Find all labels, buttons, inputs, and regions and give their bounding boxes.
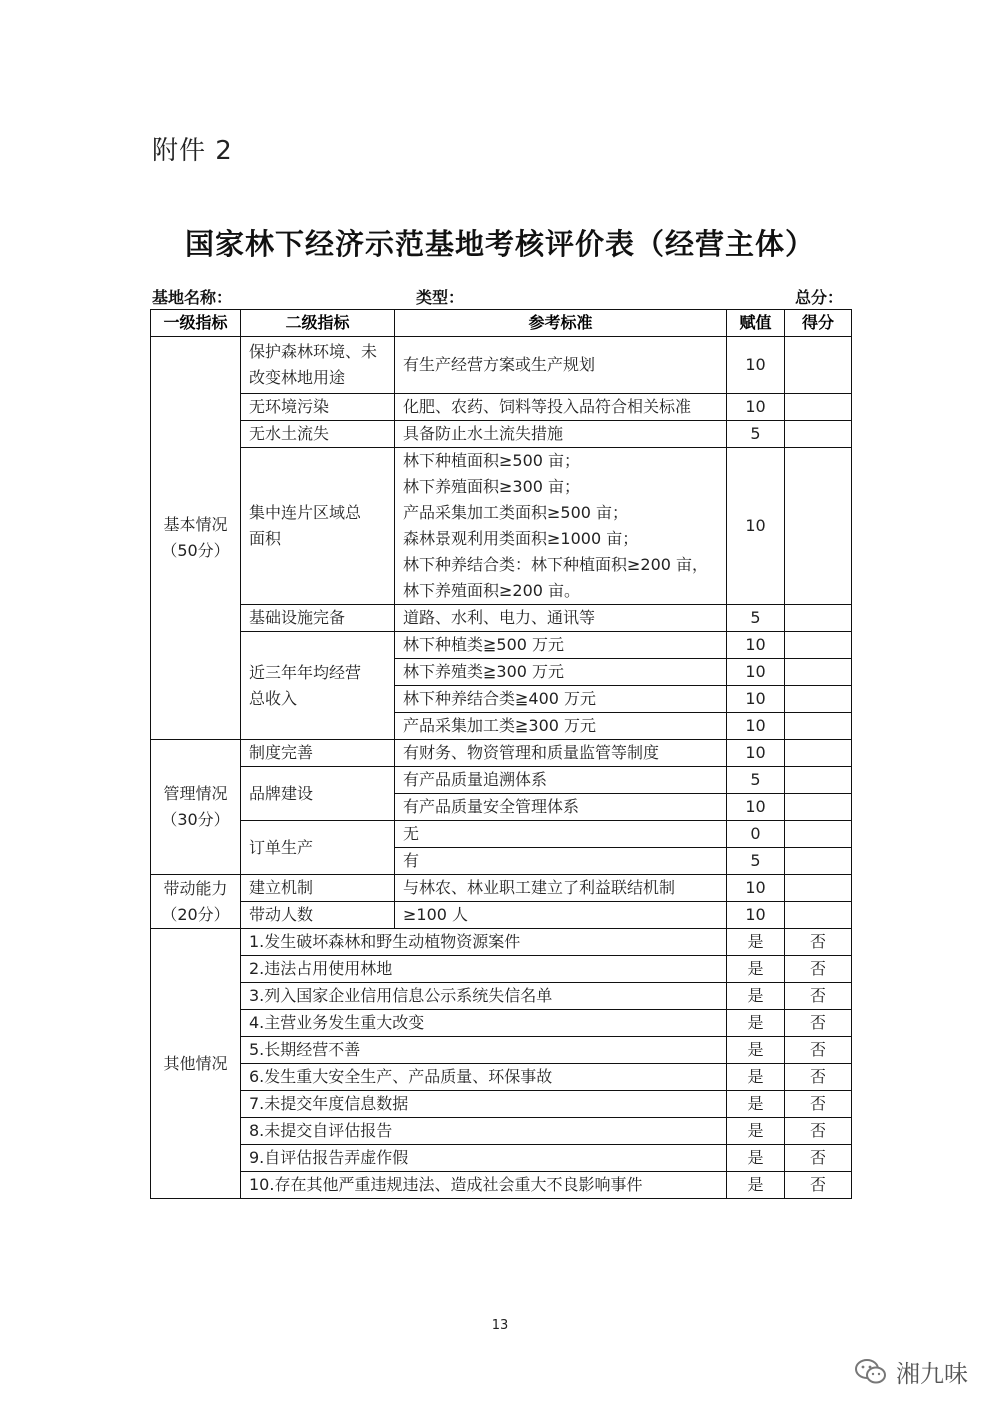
other-item: 5.长期经营不善 (241, 1037, 727, 1064)
score-cell (785, 821, 852, 848)
yes-option[interactable]: 是 (727, 1118, 785, 1145)
no-option[interactable]: 否 (785, 956, 852, 983)
table-row (151, 1010, 852, 1037)
table-row (151, 929, 852, 956)
score-cell (785, 632, 852, 659)
standard-cell: 林下种养结合类≧400 万元 (395, 686, 727, 713)
yes-option[interactable]: 是 (727, 1010, 785, 1037)
level1-drive-name: 带动能力 (163, 878, 228, 898)
value-cell: 10 (727, 337, 785, 394)
page-number: 13 (491, 1318, 509, 1333)
standard-cell: 具备防止水土流失措施 (395, 421, 727, 448)
yes-option[interactable]: 是 (727, 1064, 785, 1091)
base-name-label: 基地名称： (152, 288, 233, 307)
table-row (151, 1091, 852, 1118)
no-option[interactable]: 否 (785, 1010, 852, 1037)
value-cell: 5 (727, 605, 785, 632)
score-cell (785, 659, 852, 686)
standard-line: 林下养殖面积≥300 亩； (403, 477, 581, 496)
score-cell (785, 902, 852, 929)
header-value: 赋值 (727, 310, 785, 337)
other-item: 9.自评估报告弄虚作假 (241, 1145, 727, 1172)
level2-cell: 无环境污染 (241, 394, 395, 421)
no-option[interactable]: 否 (785, 1064, 852, 1091)
standard-cell: 与林农、林业职工建立了利益联结机制 (395, 875, 727, 902)
no-option[interactable]: 否 (785, 929, 852, 956)
evaluation-table (150, 309, 852, 1199)
watermark (854, 1354, 968, 1389)
standard-cell: ≥100 人 (395, 902, 727, 929)
standard-line: 林下种植面积≥500 亩； (403, 451, 581, 470)
level2-cell (241, 632, 395, 740)
level2-text: 近三年年均经营 (249, 662, 362, 682)
value-cell: 10 (727, 794, 785, 821)
other-item: 6.发生重大安全生产、产品质量、环保事故 (241, 1064, 727, 1091)
level2-text: 总收入 (249, 688, 298, 708)
header-level1: 一级指标 (151, 310, 241, 337)
level2-cell: 带动人数 (241, 902, 395, 929)
standard-cell: 林下养殖类≧300 万元 (395, 659, 727, 686)
no-option[interactable]: 否 (785, 1172, 852, 1199)
level2-cell: 基础设施完备 (241, 605, 395, 632)
other-item: 7.未提交年度信息数据 (241, 1091, 727, 1118)
yes-option[interactable]: 是 (727, 929, 785, 956)
level1-drive-points: （20分） (161, 904, 230, 924)
attachment-label: 附件 2 (152, 136, 233, 166)
other-item: 10.存在其他严重违规违法、造成社会重大不良影响事件 (241, 1172, 727, 1199)
score-cell (785, 740, 852, 767)
level1-drive (151, 875, 241, 929)
standard-cell: 有产品质量安全管理体系 (395, 794, 727, 821)
yes-option[interactable]: 是 (727, 1091, 785, 1118)
other-item: 2.违法占用使用林地 (241, 956, 727, 983)
score-cell (785, 605, 852, 632)
table-row (151, 902, 852, 929)
yes-option[interactable]: 是 (727, 1172, 785, 1199)
score-cell (785, 686, 852, 713)
level2-cell: 订单生产 (241, 821, 395, 875)
value-cell: 10 (727, 632, 785, 659)
level2-text: 保护森林环境、未 (249, 342, 378, 361)
table-row (151, 1118, 852, 1145)
no-option[interactable]: 否 (785, 1118, 852, 1145)
table-row (151, 1145, 852, 1172)
value-cell: 10 (727, 659, 785, 686)
standard-cell: 有产品质量追溯体系 (395, 767, 727, 794)
level2-cell: 建立机制 (241, 875, 395, 902)
yes-option[interactable]: 是 (727, 1145, 785, 1172)
no-option[interactable]: 否 (785, 1145, 852, 1172)
no-option[interactable]: 否 (785, 1037, 852, 1064)
level1-management-points: （30分） (161, 810, 230, 829)
standard-cell: 有生产经营方案或生产规划 (395, 337, 727, 394)
no-option[interactable]: 否 (785, 983, 852, 1010)
type-label: 类型： (416, 288, 465, 307)
standard-cell (395, 448, 727, 605)
score-cell (785, 767, 852, 794)
watermark-text: 湘九味 (896, 1360, 968, 1388)
yes-option[interactable]: 是 (727, 983, 785, 1010)
value-cell: 10 (727, 394, 785, 421)
header-score: 得分 (785, 310, 852, 337)
table-row (151, 421, 852, 448)
table-row (151, 1064, 852, 1091)
level1-other: 其他情况 (151, 929, 241, 1199)
level2-cell: 无水土流失 (241, 421, 395, 448)
level1-basic-name: 基本情况 (163, 515, 228, 534)
level2-cell: 品牌建设 (241, 767, 395, 821)
value-cell: 10 (727, 713, 785, 740)
table-row (151, 740, 852, 767)
score-cell (785, 848, 852, 875)
table-row (151, 956, 852, 983)
standard-cell: 有财务、物资管理和质量监管等制度 (395, 740, 727, 767)
level2-text: 改变林地用途 (249, 368, 346, 387)
header-level2: 二级指标 (241, 310, 395, 337)
score-cell (785, 875, 852, 902)
value-cell: 10 (727, 902, 785, 929)
total-score-label: 总分： (795, 288, 844, 307)
standard-line: 森林景观利用类面积≥1000 亩； (403, 529, 639, 548)
level1-management (151, 740, 241, 875)
value-cell: 10 (727, 686, 785, 713)
yes-option[interactable]: 是 (727, 956, 785, 983)
other-item: 3.列入国家企业信用信息公示系统失信名单 (241, 983, 727, 1010)
table-row (151, 875, 852, 902)
standard-cell: 化肥、农药、饲料等投入品符合相关标准 (395, 394, 727, 421)
score-cell (785, 394, 852, 421)
level2-cell (241, 337, 395, 394)
value-cell: 10 (727, 448, 785, 605)
yes-option[interactable]: 是 (727, 1037, 785, 1064)
value-cell: 10 (727, 740, 785, 767)
score-cell (785, 713, 852, 740)
standard-cell: 产品采集加工类≧300 万元 (395, 713, 727, 740)
standard-line: 林下种养结合类：林下种植面积≥200 亩， (403, 555, 709, 574)
standard-cell: 有 (395, 848, 727, 875)
table-row (151, 605, 852, 632)
table-row (151, 767, 852, 794)
level1-management-name: 管理情况 (163, 784, 228, 803)
standard-cell: 道路、水利、电力、通讯等 (395, 605, 727, 632)
other-item: 4.主营业务发生重大改变 (241, 1010, 727, 1037)
other-item: 8.未提交自评估报告 (241, 1118, 727, 1145)
level2-text: 集中连片区域总 (249, 503, 362, 522)
table-row (151, 983, 852, 1010)
table-header-row (151, 310, 852, 337)
table-row (151, 632, 852, 659)
no-option[interactable]: 否 (785, 1091, 852, 1118)
score-cell (785, 421, 852, 448)
standard-cell: 林下种植类≧500 万元 (395, 632, 727, 659)
value-cell: 5 (727, 848, 785, 875)
score-cell (785, 794, 852, 821)
table-row (151, 337, 852, 394)
value-cell: 5 (727, 767, 785, 794)
table-row (151, 821, 852, 848)
value-cell: 10 (727, 875, 785, 902)
value-cell: 5 (727, 421, 785, 448)
table-row (151, 394, 852, 421)
document-title: 国家林下经济示范基地考核评价表（经营主体） (184, 227, 815, 261)
standard-cell: 无 (395, 821, 727, 848)
level2-cell (241, 448, 395, 605)
level1-basic (151, 337, 241, 740)
level2-cell: 制度完善 (241, 740, 395, 767)
score-cell (785, 337, 852, 394)
wechat-icon (854, 1358, 888, 1386)
other-item: 1.发生破坏森林和野生动植物资源案件 (241, 929, 727, 956)
score-cell (785, 448, 852, 605)
standard-line: 产品采集加工类面积≥500 亩； (403, 503, 629, 522)
table-row (151, 1172, 852, 1199)
header-standard: 参考标准 (395, 310, 727, 337)
value-cell: 0 (727, 821, 785, 848)
standard-line: 林下养殖面积≥200 亩。 (403, 581, 581, 600)
level2-text: 面积 (249, 529, 282, 548)
table-row (151, 1037, 852, 1064)
level1-basic-points: （50分） (161, 541, 230, 560)
table-row (151, 448, 852, 605)
